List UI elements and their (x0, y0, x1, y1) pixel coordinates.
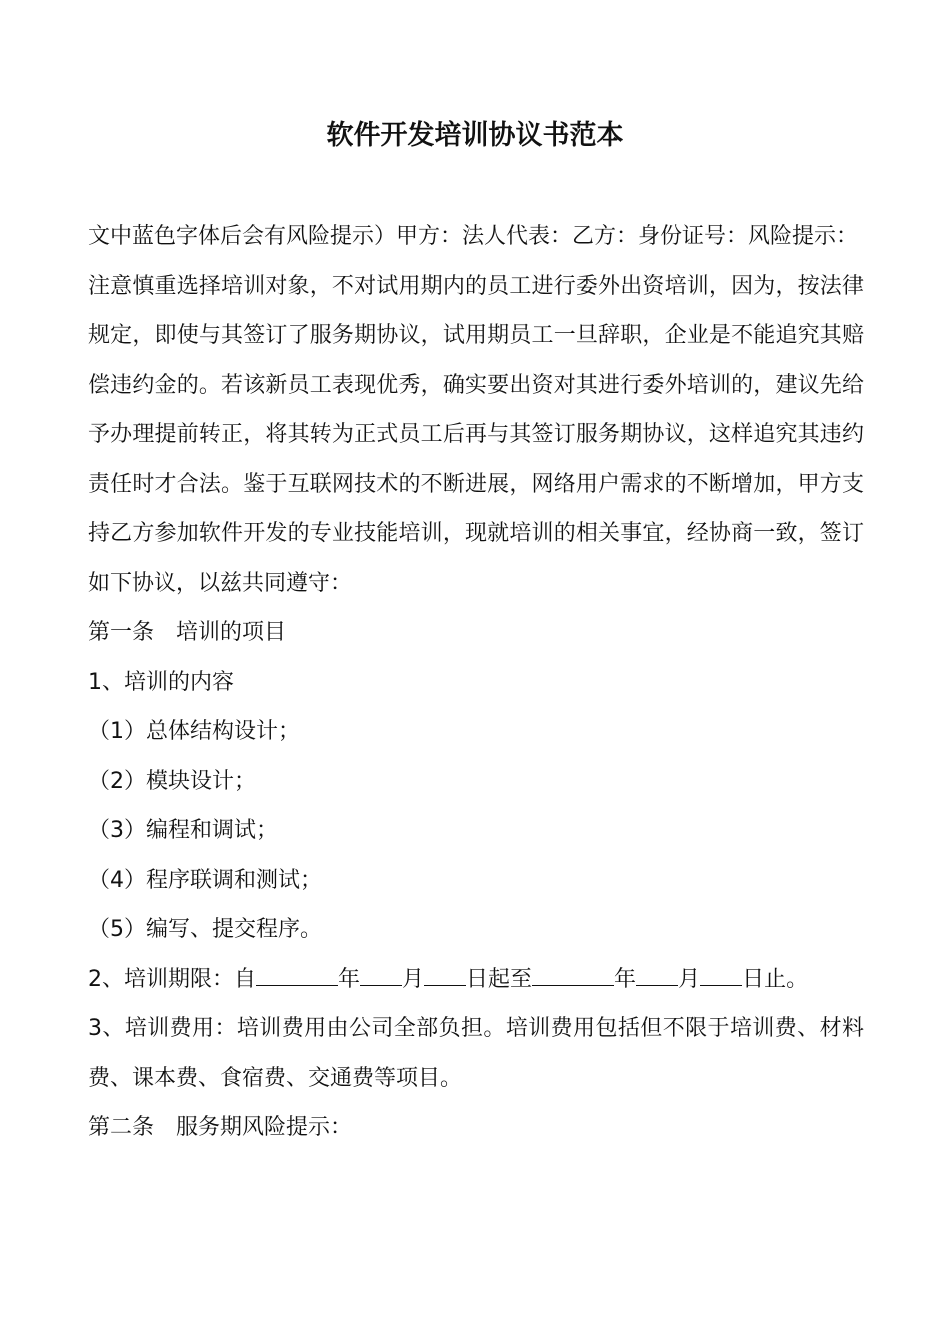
training-period-prefix: 2、培训期限：自 (88, 966, 256, 992)
content-item-3: （3）编程和调试； (88, 818, 278, 843)
end-day-blank[interactable] (700, 959, 742, 986)
content-item-2: （2）模块设计； (88, 768, 256, 794)
article-1-heading: 第一条 培训的项目 (88, 620, 287, 645)
risk-note-paragraph: 注意慎重选择培训对象，不对试用期内的员工进行委外出资培训，因为，按法律规定，即使与其签订了服务期协议，试用期员工一旦辞职，企业是不能追究其赔偿违约金的。若该新员工表现优秀，确实要出资对其进行委外培训的，建议先给予办理提前转正，将其转为正式员工后再与其签订服务期协议，这样追究其违约责任时才合法。鉴于互联网技术的不断进展，网络用户需求的不断增加，甲方支持乙方参加软件开发的专业技能培训，现就培训的相关事宜，经协商一致，签订如下协议，以兹共同遵守： (88, 273, 864, 596)
start-day-blank[interactable] (424, 959, 466, 986)
start-month-blank[interactable] (360, 959, 402, 986)
content-item-1: （1）总体结构设计； (88, 719, 300, 744)
start-month-label: 月 (402, 966, 425, 992)
document-body (88, 212, 864, 1153)
start-year-blank[interactable] (256, 959, 338, 986)
start-year-label: 年 (338, 966, 361, 992)
end-day-label: 日止。 (742, 966, 809, 992)
article-2-heading: 第二条 服务期风险提示： (88, 1115, 353, 1140)
document-title: 软件开发培训协议书范本 (326, 120, 624, 151)
end-month-label: 月 (678, 966, 701, 992)
training-period-line (88, 955, 864, 1005)
end-year-label: 年 (614, 966, 637, 992)
training-fee-paragraph: 3、培训费用：培训费用由公司全部负担。培训费用包括但不限于培训费、材料费、课本费、食宿费、交通费等项目。 (88, 1016, 864, 1091)
intro-paragraph: 文中蓝色字体后会有风险提示）甲方：法人代表：乙方：身份证号：风险提示： (88, 224, 859, 249)
end-year-blank[interactable] (532, 959, 614, 986)
item-1-heading: 1、培训的内容 (88, 669, 234, 695)
start-day-label: 日起至 (466, 966, 533, 992)
end-month-blank[interactable] (636, 959, 678, 986)
content-item-5: （5）编写、提交程序。 (88, 917, 322, 942)
content-item-4: （4）程序联调和测试； (88, 867, 322, 893)
